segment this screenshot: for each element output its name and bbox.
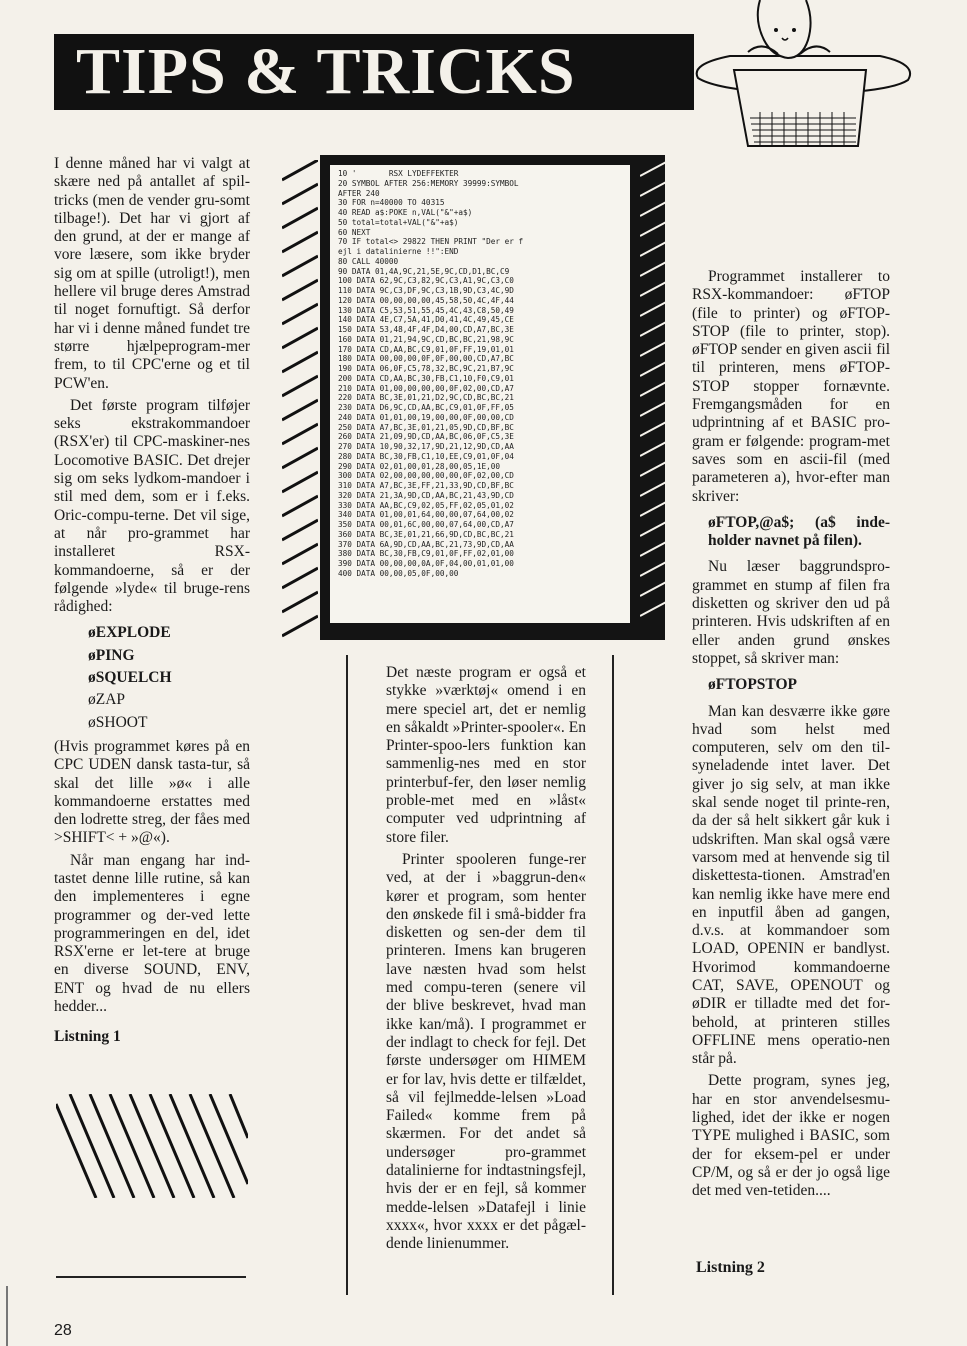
code-line: 300 DATA 02,00,00,00,00,00,0F,02,00,CD <box>338 471 514 481</box>
paragraph-restrictions: Man kan desværre ikke gøre hvad som helst med computeren, selv om den til-syneladende intet laver. Det giver jo sig selv, at man ikke skal sende noget til printe-ren, da der så helt sikkert går kuk i udskriften. Man skal også være varsom med at henvende sig til diskettesta-tionen. Amstrad'en kan nemlig ikke have mere end en inputfil åben ad gangen, d.v.s. at kommandoer som LOAD, OPENIN er bandlyst. Hvorimod kommandoerne CAT, SAVE, OPENOUT og øDIR er tilladte med det for-behold, at printeren stilles OFFLINE mens operatio-nen står på. <box>692 702 890 1068</box>
code-line: 390 DATA 00,00,00,0A,0F,04,00,01,01,00 <box>338 559 514 568</box>
code-line: 380 DATA BC,30,FB,C9,01,0F,FF,02,01,00 <box>338 549 514 559</box>
paragraph-printer-spooler: Det næste program er også et stykke »værktøj« omend i en mere speciel art, det er nemlig en såkaldt »Printer-spooler«. En Printer-spoo-lers funktion kan sammenlig-nes med en stor printerbuf-fer, den løser nemlig proble-met med en »låst« computer ved udprintning af store filer. <box>386 664 586 846</box>
hatch-decoration-left <box>282 160 318 638</box>
command-squelch: øSQUELCH <box>88 669 172 687</box>
code-line: 130 DATA C5,53,51,55,45,4C,43,C8,50,49 <box>338 305 514 315</box>
code-line: 170 DATA CD,AA,BC,C9,01,0F,FF,19,01,01 <box>338 344 514 354</box>
code-line: 290 DATA 02,01,00,01,28,00,05,1E,00 <box>338 461 500 471</box>
command-explode: øEXPLODE <box>88 624 171 642</box>
hatch-decoration-bottom-left <box>56 1094 248 1198</box>
listing-1-label: Listning 1 <box>54 1028 121 1046</box>
column-rule-right <box>612 655 614 1295</box>
code-line: 350 DATA 00,01,6C,00,00,07,64,00,CD,A7 <box>338 520 514 529</box>
code-line: 150 DATA 53,48,4F,4F,D4,00,CD,A7,BC,3E <box>338 325 514 334</box>
rsx-sound-effects-listing <box>330 165 630 623</box>
code-line: 210 DATA 01,00,00,00,00,0F,02,00,CD,A7 <box>338 383 514 393</box>
code-line: 280 DATA BC,30,FB,C1,10,EE,C9,01,0F,04 <box>338 451 514 461</box>
command-ping: øPING <box>88 646 135 664</box>
code-line: 10 ' RSX LYDEFFEKTER <box>338 169 459 178</box>
paragraph-rsx-intro: Det første program tilføjer seks ekstrakommandoer (RSX'er) til CPC-maskiner-nes Locomotive BASIC. Det drejer sig om seks lydkom-mandoer i stil med dem, som er i f.eks. Oric-compu-terne. Det vil sige, at når pro-grammet har installeret RSX-kommandoerne, så er der følgende »lyde« til bruge-rens rådighed: <box>54 396 250 616</box>
code-line: 400 DATA 00,00,05,0F,00,00 <box>338 568 459 578</box>
code-listing-frame <box>320 155 665 640</box>
listing-2-label: Listning 2 <box>696 1259 765 1276</box>
code-line: 360 DATA BC,3E,01,21,66,9D,CD,BC,BC,21 <box>338 529 514 539</box>
command-zap: øZAP <box>88 691 126 709</box>
sound-command-list <box>88 624 250 731</box>
command-ftop: øFTOP,@a$; (a$ inde-holder navnet på filen). <box>708 513 890 550</box>
code-line: 80 CALL 40000 <box>338 256 399 266</box>
paragraph-spooler-function: Printer spooleren funge-rer ved, at der i »baggrun-den« kører et program, som henter den ønskede fil i små-bidder fra disketten og sen-der dem til printeren. Imens kan brugeren lave næsten hvad som helst med compu-teren (senere vil der blive beskrevet, hvad man ikke kan/må). I programmet er der indlagt to check for fejl. Det første undersøger om HIMEM er for lav, hvis dette er tilfældet, så vil fejlmedde-lelsen »Load Failed« komme frem på skærmen. For det andet så undersøger pro-grammet datalinierne for indtastningsfejl, hvis der er en fejl, så kommer medde-lelsen »Datafejl i linie xxxx«, hvor xxxx er det pågæl-dende linienummer. <box>386 850 586 1253</box>
paragraph-keyboard-note: (Hvis programmet køres på en CPC UDEN dansk tasta-tur, så skal det lille »ø« i alle kommandoerne erstattes med den lodrette streg, der fåes med >SHIFT< + »@«). <box>54 737 250 847</box>
code-line: 250 DATA A7,BC,3E,01,21,05,9D,CD,BF,BC <box>338 422 514 432</box>
article-column-2 <box>386 664 586 1258</box>
command-ftopstop: øFTOPSTOP <box>708 676 798 694</box>
code-line: 240 DATA 01,01,00,19,00,00,0F,00,00,CD <box>338 412 514 422</box>
code-line: 260 DATA 21,09,9D,CD,AA,BC,06,0F,C5,3E <box>338 432 514 442</box>
code-line: 270 DATA 10,90,32,17,9D,21,12,9D,CD,AA <box>338 442 514 451</box>
code-line: AFTER 240 <box>338 188 380 198</box>
code-line: 310 DATA A7,BC,3E,FF,21,33,9D,CD,BF,BC <box>338 481 514 490</box>
code-line: 370 DATA 6A,9D,CD,AA,BC,21,73,9D,CD,AA <box>338 539 514 549</box>
code-line: 230 DATA D6,9C,CD,AA,BC,C9,01,0F,FF,05 <box>338 403 514 412</box>
hatch-decoration-right <box>640 160 670 638</box>
code-line: 60 NEXT <box>338 227 371 237</box>
page-number: 28 <box>54 1322 72 1339</box>
code-line: 160 DATA 01,21,94,9C,CD,BC,BC,21,98,9C <box>338 334 514 344</box>
code-line: 20 SYMBOL AFTER 256:MEMORY 39999:SYMBOL <box>338 178 519 188</box>
article-column-3 <box>692 268 890 1205</box>
code-line: 340 DATA 01,00,01,64,00,00,07,64,00,02 <box>338 510 514 520</box>
code-line: 140 DATA 4E,C7,5A,41,D0,41,4C,49,45,CE <box>338 315 514 325</box>
bottom-rule-left <box>56 1276 246 1278</box>
code-line: 50 total=total+VAL("&"+a$) <box>338 217 459 227</box>
intro-paragraph: I denne måned har vi valgt at skære ned på antallet af spil-tricks (men de vender gru-somt tilbage!). Det har vi gjort af den grund, at der er mange af vore læsere, som ikke bryder sig om at spille (utroligt!), men hellere vil bruge deres Amstrad til noget fornuftigt. Så derfor har vi i denne måned fundet tre større hjælpeprogram-mer frem, to til CPC'erne og et til PCW'en. <box>54 155 250 392</box>
paragraph-rsx-ftop: Programmet installerer to RSX-kommandoer: øFTOP (file to printer) og øFTOP-STOP (file to printer, stop). øFTOP sender en given ascii fil til printeren, mens øFTOP-STOP stopper fornævnte. Fremgangsmåden for en udprintning af et BASIC pro-gram er følgende: program-met saves som en ascii-fil (med parameteren a), hvor-efter man skriver: <box>692 268 890 505</box>
article-column-1 <box>54 155 250 1051</box>
paragraph-background-print: Nu læser baggrundspro-grammet en stump af filen fra disketten og skriver den ud på printeren. Hvis udskriften af en eller anden grund ønskes stoppet, så skriver man: <box>692 558 890 667</box>
code-line: 320 DATA 21,3A,9D,CD,AA,BC,21,43,9D,CD <box>338 490 514 500</box>
column-rule-left <box>346 655 348 1295</box>
magic-hat-rabbit-illustration <box>690 0 918 150</box>
paragraph-conclusion: Dette program, synes jeg, har en stor anvendelsesmu-lighed, idet der ikke er nogen TYPE mulighed i BASIC, som der for eksem-pel er under CP/M, og så er der jo også lige det med ven-tetiden.... <box>692 1072 890 1200</box>
code-line: 70 IF total<> 29822 THEN PRINT "Der er f <box>338 237 524 247</box>
page-title: TIPS & TRICKS <box>54 34 694 110</box>
code-line: ejl i datalinierne !!":END <box>338 247 459 256</box>
code-line: 200 DATA CD,AA,BC,30,FB,C1,10,F0,C9,01 <box>338 373 514 383</box>
code-line: 100 DATA 62,9C,C3,82,9C,C3,A1,9C,C3,C0 <box>338 276 514 286</box>
code-line: 40 READ a$:POKE n,VAL("&"+a$) <box>338 208 473 217</box>
code-line: 30 FOR n=40000 TO 40315 <box>338 198 445 208</box>
command-shoot: øSHOOT <box>88 713 148 731</box>
page-edge-line <box>6 1286 8 1346</box>
code-line: 110 DATA 9C,C3,DF,9C,C3,1B,9D,C3,4C,9D <box>338 286 514 295</box>
code-line: 120 DATA 00,00,00,00,45,58,50,4C,4F,44 <box>338 295 514 305</box>
code-line: 90 DATA 01,4A,9C,21,5E,9C,CD,D1,BC,C9 <box>338 266 510 276</box>
code-line: 220 DATA BC,3E,01,21,D2,9C,CD,BC,BC,21 <box>338 393 514 403</box>
paragraph-implementation: Når man engang har ind-tastet denne lille rutine, så kan den implementeres i egne programmer og der-ved lette programmeringen en del, idet RSX'erne er let-tere at bruge en diverse SOUND, ENV, ENT og hvad de nu ellers hedder... <box>54 851 250 1016</box>
code-line: 190 DATA 06,0F,C5,78,32,BC,9C,21,B7,9C <box>338 364 514 373</box>
code-line: 330 DATA AA,BC,C9,02,05,FF,02,05,01,02 <box>338 500 514 510</box>
code-line: 180 DATA 00,00,00,0F,0F,00,00,CD,A7,BC <box>338 354 514 364</box>
